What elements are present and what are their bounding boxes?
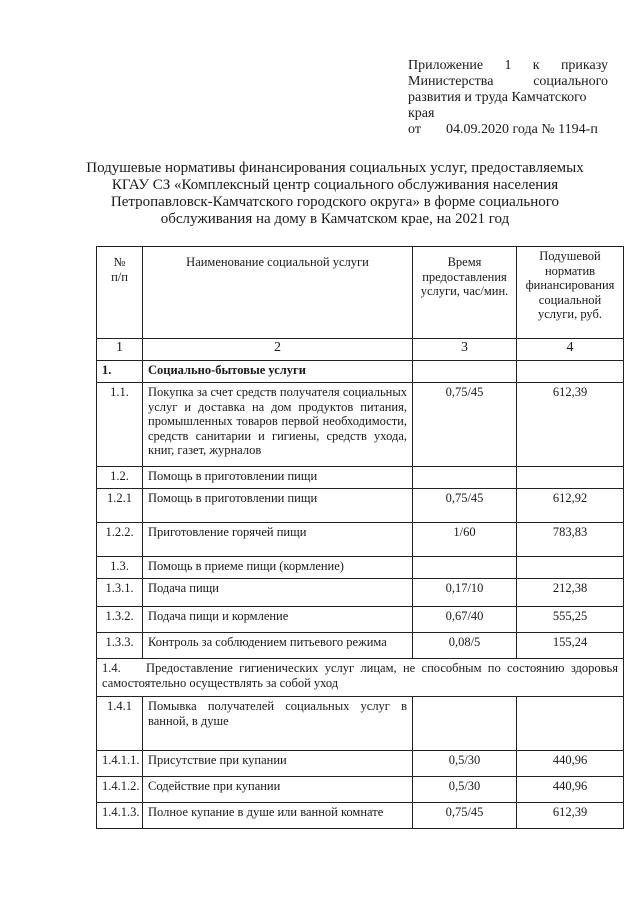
row-num: 1.1. <box>97 383 143 467</box>
title-line: Петропавловск-Камчатского городского округа» в форме социального <box>110 194 560 210</box>
header-text: № <box>113 255 126 269</box>
row-time <box>413 361 517 383</box>
row-num: 1.4.1 <box>97 697 143 751</box>
row-name: Помощь в приготовлении пищи <box>143 467 413 489</box>
header-text: норматив <box>544 263 596 278</box>
row-norm: 212,38 <box>517 579 624 607</box>
table-row <box>97 697 624 751</box>
header-text: п/п <box>111 269 128 284</box>
row-num: 1.2.1 <box>97 489 143 523</box>
row-norm <box>517 557 624 579</box>
row-name: Помощь в приготовлении пищи <box>143 489 413 523</box>
row-time: 0,75/45 <box>413 383 517 467</box>
table-row <box>97 751 624 777</box>
row-name: Приготовление горячей пищи <box>143 523 413 557</box>
header-text: финансирования <box>525 278 615 292</box>
row-norm: 155,24 <box>517 633 624 659</box>
row-num: 1.4. <box>102 661 121 675</box>
title-line: обслуживания на дому в Камчатском крае, на 2021 год <box>160 211 510 227</box>
annex-word: социального <box>533 74 608 89</box>
row-name: Контроль за соблюдением питьевого режима <box>143 633 413 659</box>
table-row <box>97 557 624 579</box>
table-row <box>97 607 624 633</box>
row-time: 0,75/45 <box>413 489 517 523</box>
header-norm <box>517 247 624 339</box>
row-norm: 612,39 <box>517 803 624 829</box>
row-name: Предоставление гигиенических услуг лицам, не способным по состоянию здоровья самостоятельно осуществлять за собой уход <box>102 661 618 690</box>
row-span-cell <box>97 659 624 697</box>
row-norm: 612,39 <box>517 383 624 467</box>
row-norm <box>517 697 624 751</box>
table-row <box>97 777 624 803</box>
row-name: Покупка за счет средств получателя социальных услуг и доставка на дом продуктов питания, промышленных товаров первой необходимости, средств санитарии и гигиены, средств ухода, книг, газет, журналов <box>143 383 413 467</box>
header-text: услуги, руб. <box>537 307 602 321</box>
row-time <box>413 467 517 489</box>
row-num: 1.3. <box>97 557 143 579</box>
row-norm <box>517 467 624 489</box>
row-name: Содействие при купании <box>143 777 413 803</box>
table-row <box>97 523 624 557</box>
header-num <box>97 247 143 339</box>
row-time: 0,67/40 <box>413 607 517 633</box>
row-num: 1.2. <box>97 467 143 489</box>
norms-table <box>96 246 624 829</box>
table-row <box>97 467 624 489</box>
row-num: 1.4.1.1. <box>97 751 143 777</box>
header-text: предоставления <box>422 269 507 284</box>
document-title <box>70 160 600 228</box>
row-norm: 612,92 <box>517 489 624 523</box>
row-norm <box>517 361 624 383</box>
column-number: 3 <box>413 339 517 361</box>
row-norm: 440,96 <box>517 751 624 777</box>
annex-line-5 <box>408 122 608 138</box>
header-text: Наименование социальной услуги <box>186 255 369 269</box>
row-time <box>413 557 517 579</box>
table-row <box>97 633 624 659</box>
annex-word: Приложение <box>408 58 484 73</box>
annex-order-date: 04.09.2020 года № 1194-п <box>446 122 598 137</box>
row-time <box>413 697 517 751</box>
row-time: 1/60 <box>413 523 517 557</box>
table-row <box>97 361 624 383</box>
annex-line-2 <box>408 74 608 90</box>
table-row <box>97 579 624 607</box>
row-name: Подача пищи и кормление <box>143 607 413 633</box>
row-num: 1.3.3. <box>97 633 143 659</box>
row-name: Социально-бытовые услуги <box>143 361 413 383</box>
row-norm: 440,96 <box>517 777 624 803</box>
header-text: социальной <box>538 292 602 307</box>
table-row <box>97 489 624 523</box>
header-time <box>413 247 517 339</box>
row-name: Помывка получателей социальных услуг в ванной, в душе <box>143 697 413 751</box>
row-time: 0,5/30 <box>413 777 517 803</box>
row-time: 0,08/5 <box>413 633 517 659</box>
table-row <box>97 803 624 829</box>
row-time: 0,5/30 <box>413 751 517 777</box>
header-name <box>143 247 413 339</box>
annex-line-4: края <box>408 106 435 121</box>
row-norm: 555,25 <box>517 607 624 633</box>
row-time: 0,17/10 <box>413 579 517 607</box>
column-number-row <box>97 339 624 361</box>
row-name: Подача пищи <box>143 579 413 607</box>
header-text: услуги, час/мин. <box>420 284 509 298</box>
annex-word: к <box>532 58 540 73</box>
annex-line-3: развития и труда Камчатского <box>408 90 587 105</box>
table-header-row <box>97 247 624 339</box>
annex-word: Министерства <box>408 74 494 89</box>
row-name: Полное купание в душе или ванной комнате <box>143 803 413 829</box>
row-time: 0,75/45 <box>413 803 517 829</box>
row-num: 1.2.2. <box>97 523 143 557</box>
row-name: Помощь в приеме пищи (кормление) <box>143 557 413 579</box>
column-number: 2 <box>143 339 413 361</box>
row-num: 1.4.1.2. <box>97 777 143 803</box>
row-num: 1.3.2. <box>97 607 143 633</box>
row-num: 1. <box>97 361 143 383</box>
annex-block <box>408 58 608 138</box>
row-num: 1.4.1.3. <box>97 803 143 829</box>
annex-word: приказу <box>560 58 608 73</box>
title-line: КГАУ СЗ «Комплексный центр социального обслуживания населения <box>111 177 559 193</box>
title-line: Подушевые нормативы финансирования социальных услуг, предоставляемых <box>86 160 584 176</box>
column-number: 4 <box>517 339 624 361</box>
row-num: 1.3.1. <box>97 579 143 607</box>
row-norm: 783,83 <box>517 523 624 557</box>
annex-word: от <box>408 122 421 137</box>
header-text: Подушевой <box>539 249 601 263</box>
table-row-span <box>97 659 624 697</box>
annex-word: 1 <box>504 58 512 73</box>
table-row <box>97 383 624 467</box>
column-number: 1 <box>97 339 143 361</box>
annex-line-1 <box>408 58 608 74</box>
header-text: Время <box>447 255 482 269</box>
row-name: Присутствие при купании <box>143 751 413 777</box>
